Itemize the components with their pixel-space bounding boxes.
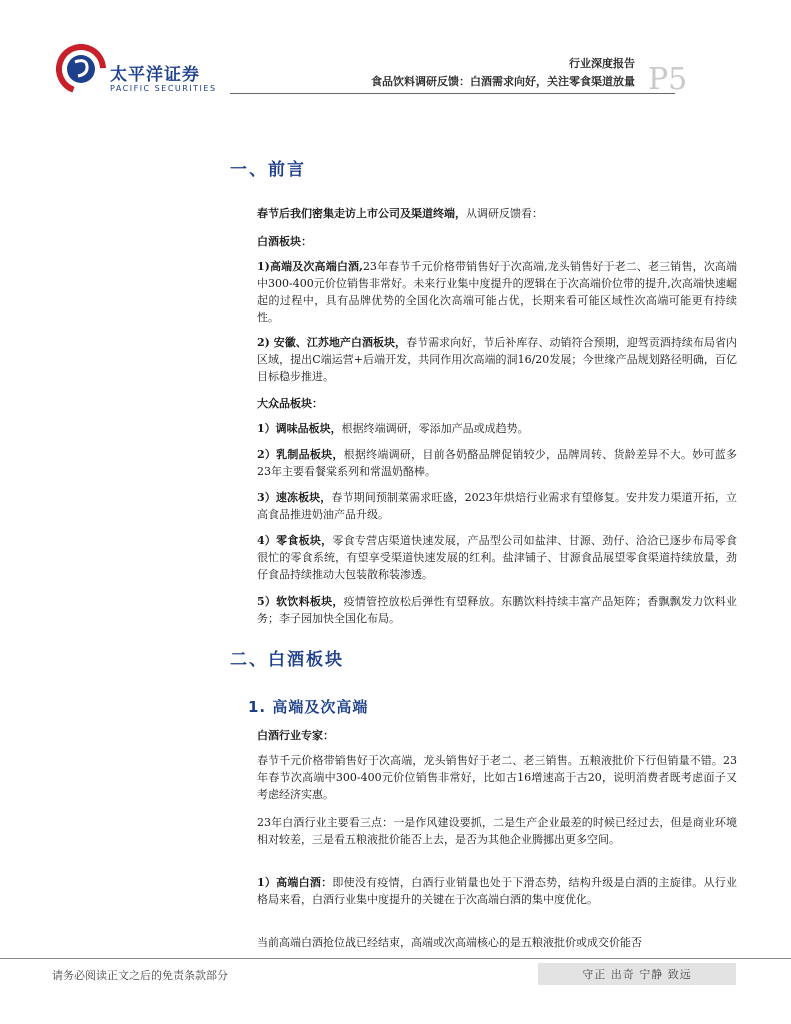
baijiu-point-2-bold: 2) 安徽、江苏地产白酒板块， [257, 336, 407, 349]
intro-text: 从调研反馈看： [466, 207, 543, 220]
mass-point-5 [257, 593, 737, 627]
expert-paragraph-3 [257, 874, 737, 908]
header-divider [230, 93, 675, 94]
mass-point-1-bold: 1）调味品板块， [257, 422, 342, 435]
mass-point-5-text: 疫情管控放松后弹性有望释放。东鹏饮料持续丰富产品矩阵；香飘飘发力饮料业务；李子园加快全国化布局。 [257, 595, 737, 625]
mass-point-3-text: 春节期间预制菜需求旺盛，2023年烘焙行业需求有望修复。安井发力渠道开拓，立高食品推进奶油产品升级。 [257, 491, 737, 521]
expert-paragraph-3-text: 即使没有疫情，白酒行业销量也处于下滑态势，结构升级是白酒的主旋律。从行业格局来看，白酒行业集中度提升的关键在于次高端白酒的集中度优化。 [257, 876, 738, 906]
mass-point-2-text: 根据终端调研，目前各奶酪品牌促销较少，品牌周转、货龄差异不大。妙可蓝多23年主要看餐棠系列和常温奶酪棒。 [257, 448, 737, 478]
pacific-securities-logo-icon [56, 44, 106, 94]
report-type: 行业深度报告 [569, 57, 635, 70]
baijiu-point-2-text: 春节需求向好，节后补库存、动销符合预期，迎驾贡酒持续布局省内区域，提出C端运营+后端开发，共同作用次高端的洞16/20发展；今世缘产品规划路径明确，百亿目标稳步推进。 [257, 336, 737, 383]
baijiu-label: 白酒板块： [257, 235, 312, 248]
footer-disclaimer: 请务必阅读正文之后的免责条款部分 [52, 969, 228, 982]
section-title-preface: 一、前言 [230, 160, 306, 180]
mass-point-4-bold: 4）零食板块， [257, 534, 333, 547]
expert-label: 白酒行业专家： [257, 729, 334, 742]
expert-paragraph-2: 23年白酒行业主要看三点：一是作风建设要抓，二是生产企业最差的时候已经过去，但是商业环境相对较差，三是看五粮液批价能否上去，是否为其他企业腾挪出更多空间。 [257, 816, 737, 846]
expert-paragraph-1: 春节千元价格带销售好于次高端，龙头销售好于老二、老三销售。五粮液批价下行但销量不错。23年春节次高端中300-400元价位销售非常好，比如古16增速高于古20，说明消费者既考虑面子又考虑经济实惠。 [257, 754, 737, 801]
mass-point-5-bold: 5）软饮料板块， [257, 595, 344, 608]
mass-point-4 [257, 532, 737, 583]
page-number: P5 [648, 62, 688, 97]
expert-paragraph-3-bold: 1）高端白酒： [257, 876, 333, 889]
baijiu-point-1-text: 23年春节千元价格带销售好于次高端,龙头销售好于老二、老三销售，次高端中300-400元价位销售非常好。未来行业集中度提升的逻辑在于次高端价位带的提升,次高端快速崛起的过程中，具有品牌优势的全国化次高端可能占优，长期来看可能区域性次高端可能更有持续性。 [257, 260, 737, 324]
mass-point-2 [257, 446, 737, 480]
baijiu-point-2 [257, 334, 737, 385]
mass-point-2-bold: 2）乳制品板块， [257, 448, 344, 461]
mass-point-1-text: 根据终端调研，零添加产品或成趋势。 [341, 422, 529, 435]
logo-text-cn: 太平洋证券 [110, 65, 200, 85]
subsection-title-high-end: 1. 高端及次高端 [248, 698, 369, 716]
baijiu-point-1 [257, 258, 737, 326]
section-title-baijiu: 二、白酒板块 [230, 650, 344, 670]
mass-label: 大众品板块： [257, 397, 323, 410]
mass-point-3-bold: 3）速冻板块， [257, 491, 332, 504]
mass-point-3 [257, 489, 737, 523]
baijiu-point-1-bold: 1)高端及次高端白酒, [257, 260, 363, 273]
report-title: 食品饮料调研反馈：白酒需求向好，关注零食渠道放量 [371, 75, 635, 88]
mass-point-1 [257, 420, 737, 437]
intro-bold: 春节后我们密集走访上市公司及渠道终端， [257, 207, 466, 220]
expert-paragraph-4: 当前高端白酒抢位战已经结束，高端或次高端核心的是五粮液批价或成交价能否 [257, 936, 642, 949]
footer-motto: 守正 出奇 宁静 致远 [538, 963, 736, 985]
mass-point-4-text: 零食专营店渠道快速发展，产品型公司如盐津、甘源、劲仔、洽洽已逐步布局零食很忙的零食系统，有望享受渠道快速发展的红利。盐津铺子、甘源食品展望零食渠道持续放量，劲仔食品持续推动大包装散称装渗透。 [257, 534, 738, 581]
footer-divider [0, 958, 791, 959]
intro-paragraph [257, 205, 737, 222]
logo-text-en: PACIFIC SECURITIES [110, 84, 217, 93]
